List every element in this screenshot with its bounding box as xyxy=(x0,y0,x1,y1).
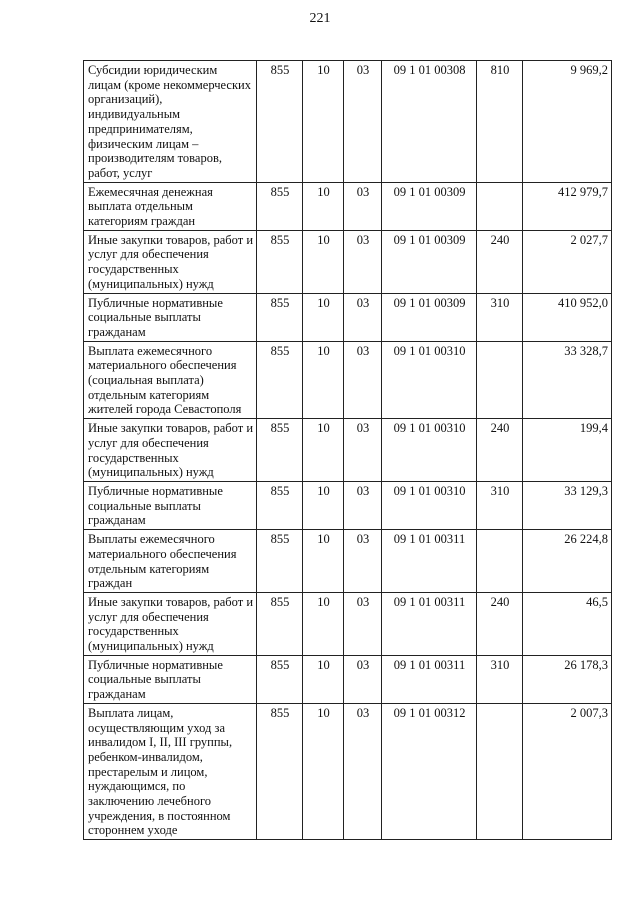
cell-target: 09 1 01 00308 xyxy=(382,61,477,183)
cell-amount: 46,5 xyxy=(523,592,612,655)
cell-amount: 26 178,3 xyxy=(523,655,612,703)
cell-ministry: 855 xyxy=(257,481,303,529)
cell-name: Выплата ежемесячного материального обеспечения (социальная выплата) отдельным категориям жителей города Севастополя xyxy=(84,341,257,419)
cell-ministry: 855 xyxy=(257,530,303,593)
table-row xyxy=(84,703,612,839)
cell-target: 09 1 01 00309 xyxy=(382,182,477,230)
cell-ministry: 855 xyxy=(257,592,303,655)
cell-expense-type: 240 xyxy=(477,592,523,655)
cell-amount: 33 328,7 xyxy=(523,341,612,419)
cell-amount: 2 027,7 xyxy=(523,230,612,293)
cell-name: Публичные нормативные социальные выплаты гражданам xyxy=(84,655,257,703)
cell-subsection: 03 xyxy=(344,293,382,341)
cell-ministry: 855 xyxy=(257,230,303,293)
cell-name: Выплаты ежемесячного материального обеспечения отдельным категориям граждан xyxy=(84,530,257,593)
cell-ministry: 855 xyxy=(257,61,303,183)
cell-target: 09 1 01 00311 xyxy=(382,655,477,703)
cell-section: 10 xyxy=(303,481,344,529)
cell-name: Публичные нормативные социальные выплаты гражданам xyxy=(84,481,257,529)
cell-expense-type: 310 xyxy=(477,293,523,341)
cell-subsection: 03 xyxy=(344,481,382,529)
table-row xyxy=(84,61,612,183)
cell-amount: 33 129,3 xyxy=(523,481,612,529)
cell-section: 10 xyxy=(303,655,344,703)
cell-ministry: 855 xyxy=(257,419,303,482)
table-row xyxy=(84,481,612,529)
cell-name: Субсидии юридическим лицам (кроме некоммерческих организаций), индивидуальным предпринимателям, физическим лицам – производителям товаров, работ, услуг xyxy=(84,61,257,183)
cell-name: Иные закупки товаров, работ и услуг для обеспечения государственных (муниципальных) нужд xyxy=(84,419,257,482)
cell-expense-type xyxy=(477,530,523,593)
cell-subsection: 03 xyxy=(344,230,382,293)
cell-name: Иные закупки товаров, работ и услуг для обеспечения государственных (муниципальных) нужд xyxy=(84,230,257,293)
table-row xyxy=(84,293,612,341)
cell-subsection: 03 xyxy=(344,182,382,230)
cell-expense-type: 240 xyxy=(477,419,523,482)
cell-amount: 9 969,2 xyxy=(523,61,612,183)
cell-expense-type: 310 xyxy=(477,481,523,529)
cell-subsection: 03 xyxy=(344,655,382,703)
cell-section: 10 xyxy=(303,419,344,482)
cell-name: Иные закупки товаров, работ и услуг для обеспечения государственных (муниципальных) нужд xyxy=(84,592,257,655)
cell-subsection: 03 xyxy=(344,530,382,593)
cell-target: 09 1 01 00309 xyxy=(382,230,477,293)
cell-subsection: 03 xyxy=(344,61,382,183)
cell-name: Ежемесячная денежная выплата отдельным категориям граждан xyxy=(84,182,257,230)
cell-section: 10 xyxy=(303,293,344,341)
cell-amount: 412 979,7 xyxy=(523,182,612,230)
cell-target: 09 1 01 00310 xyxy=(382,481,477,529)
cell-amount: 26 224,8 xyxy=(523,530,612,593)
cell-expense-type: 810 xyxy=(477,61,523,183)
cell-target: 09 1 01 00310 xyxy=(382,419,477,482)
cell-ministry: 855 xyxy=(257,703,303,839)
cell-amount: 410 952,0 xyxy=(523,293,612,341)
table-row xyxy=(84,341,612,419)
cell-section: 10 xyxy=(303,530,344,593)
cell-ministry: 855 xyxy=(257,655,303,703)
cell-ministry: 855 xyxy=(257,182,303,230)
cell-subsection: 03 xyxy=(344,592,382,655)
page-number: 221 xyxy=(309,11,331,26)
table-row xyxy=(84,182,612,230)
cell-amount: 2 007,3 xyxy=(523,703,612,839)
table-row xyxy=(84,655,612,703)
cell-ministry: 855 xyxy=(257,293,303,341)
cell-expense-type xyxy=(477,703,523,839)
table-row xyxy=(84,530,612,593)
cell-target: 09 1 01 00312 xyxy=(382,703,477,839)
cell-section: 10 xyxy=(303,61,344,183)
cell-expense-type: 240 xyxy=(477,230,523,293)
cell-expense-type xyxy=(477,341,523,419)
cell-name: Публичные нормативные социальные выплаты гражданам xyxy=(84,293,257,341)
cell-target: 09 1 01 00309 xyxy=(382,293,477,341)
cell-section: 10 xyxy=(303,703,344,839)
cell-target: 09 1 01 00310 xyxy=(382,341,477,419)
cell-subsection: 03 xyxy=(344,703,382,839)
cell-section: 10 xyxy=(303,182,344,230)
cell-name: Выплата лицам, осуществляющим уход за инвалидом I, II, III группы, ребенком-инвалидом, престарелым и лицом, нуждающимся, по заключению лечебного учреждения, в постоянном стороннем уходе xyxy=(84,703,257,839)
cell-target: 09 1 01 00311 xyxy=(382,530,477,593)
cell-section: 10 xyxy=(303,230,344,293)
cell-amount: 199,4 xyxy=(523,419,612,482)
cell-expense-type: 310 xyxy=(477,655,523,703)
cell-section: 10 xyxy=(303,341,344,419)
cell-subsection: 03 xyxy=(344,419,382,482)
table-row xyxy=(84,230,612,293)
table-row xyxy=(84,419,612,482)
cell-section: 10 xyxy=(303,592,344,655)
cell-ministry: 855 xyxy=(257,341,303,419)
cell-expense-type xyxy=(477,182,523,230)
budget-table xyxy=(83,60,612,840)
cell-subsection: 03 xyxy=(344,341,382,419)
table-row xyxy=(84,592,612,655)
cell-target: 09 1 01 00311 xyxy=(382,592,477,655)
